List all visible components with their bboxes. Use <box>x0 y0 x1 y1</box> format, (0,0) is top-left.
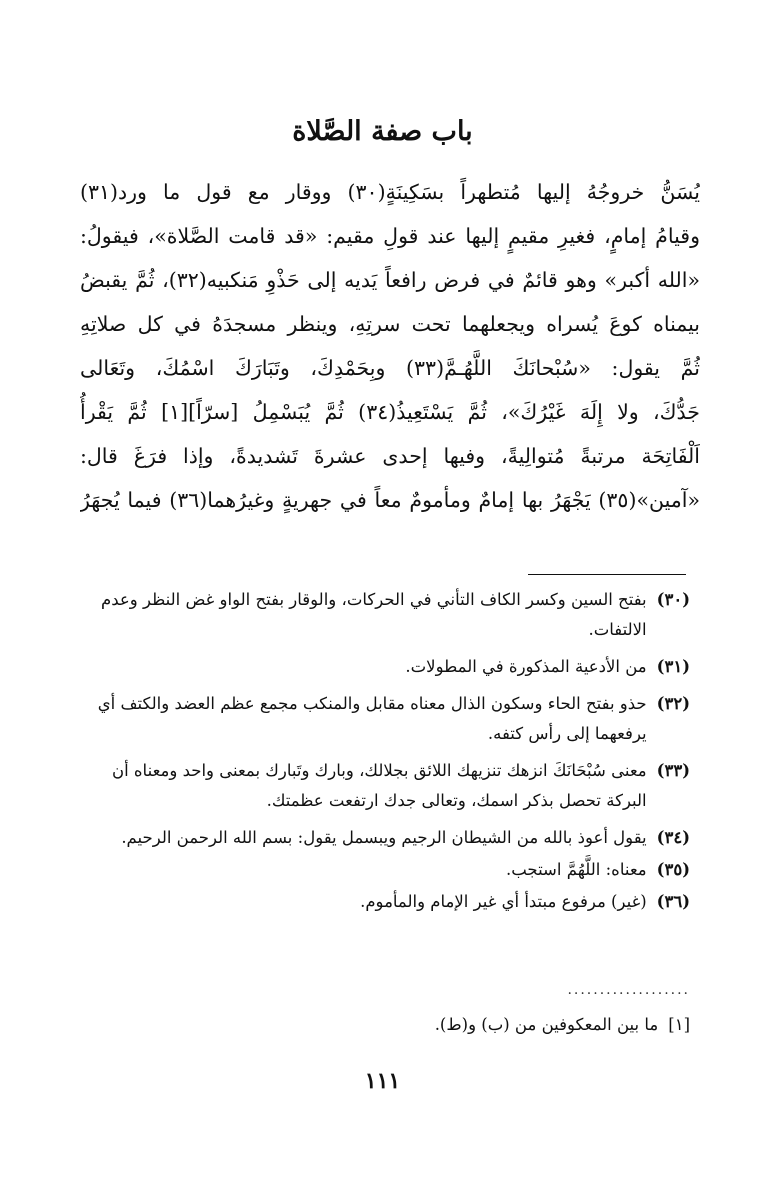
footnotes <box>70 585 690 917</box>
footnote <box>70 689 690 749</box>
footnote <box>70 756 690 816</box>
main-text-line: وقيامُ إمامٍ، فغيرِ مقيمٍ إليها عند قولِ مقيم: «قد قامت الصَّلاة»، فيقولُ: <box>80 224 700 248</box>
main-text-line: جَدُّكَ، ولا إِلَهَ غَيْرُكَ»، ثُمَّ يَسْتَعِيذُ(٣٤) ثُمَّ يُبَسْمِلُ [سرّاً][١] ثُمَّ يَقْرأُ <box>80 400 700 424</box>
footnote <box>70 823 690 853</box>
footnote-number: (٣٤) <box>656 828 690 847</box>
footnote-text: معناه: اللَّهُمَّ استجب. <box>505 860 647 879</box>
footnote-text: يقول أعوذ بالله من الشيطان الرجيم ويبسمل يقول: بسم الله الرحمن الرحيم. <box>121 828 647 847</box>
footnote <box>70 585 690 645</box>
main-text-line: ثُمَّ يقول: «سُبْحانَكَ اللَّهُـمَّ(٣٣) وبِحَمْدِكَ، وتَبَارَكَ اسْمُكَ، وتَعَالى <box>80 356 700 380</box>
page-number: ١١١ <box>364 1068 401 1094</box>
main-text-line: بيمناه كوعَ يُسراه ويجعلهما تحت سرتِهِ، وينظر مسجدَهُ في كل صلاتِهِ <box>80 312 700 336</box>
footnote-number: (٣٥) <box>656 860 690 879</box>
main-text-line: «آمين»(٣٥) يَجْهَرُ بها إمامٌ ومأمومٌ معاً في جهريةٍ وغيرُهما(٣٦) فيما يُجهَرُ <box>80 488 700 512</box>
main-text-line: يُسَنُّ خروجُهُ إليها مُتطهراً بسَكِينَةٍ(٣٠) ووقار مع قول ما ورد(٣١) <box>80 180 700 204</box>
main-text-line: اَلْفَاتِحَة مرتبةً مُتوالِيةً، وفيها إحدى عشرةَ تَشديدةً، وإذا فرَغَ قال: <box>80 444 700 468</box>
footnote-number: (٣٠) <box>656 590 690 609</box>
footnote-number: (٣١) <box>656 657 690 676</box>
footnote-number: (٣٦) <box>656 892 690 911</box>
footnote-text: بفتح السين وكسر الكاف التأني في الحركات، والوقار بفتح الواو غض النظر وعدم الالتفات. <box>101 590 647 639</box>
editor-note-number: [١] <box>668 1015 690 1034</box>
editor-note <box>70 1012 690 1038</box>
footnote-text: معنى سُبْحَانَكَ انزهك تنزيهك اللائق بجلالك، وبارك وتَبارك بمعنى واحد ومعناه أن البركة تحصل بذكر اسمك، وتعالى جدك ارتفعت عظمتك. <box>111 761 647 810</box>
editor-note-text: ما بين المعكوفين من (ب) و(ط). <box>434 1015 659 1034</box>
footnote-separator-rule <box>528 574 686 575</box>
footnote-text: (غير) مرفوع مبتدأ أي غير الإمام والمأموم. <box>360 892 647 911</box>
chapter-title: باب صفة الصَّلاة <box>292 116 473 147</box>
main-text-line: «الله أكبر» وهو قائمٌ في فرض رافعاً يَديه إلى حَذْوِ مَنكبيه(٣٢)، ثُمَّ يقبضُ <box>80 268 700 292</box>
footnote-number: (٣٣) <box>656 761 690 780</box>
footnote <box>70 652 690 682</box>
footnote-text: من الأدعية المذكورة في المطولات. <box>405 657 647 676</box>
footnote <box>70 887 690 917</box>
main-text <box>80 170 700 522</box>
footnote-number: (٣٢) <box>656 694 690 713</box>
footnote <box>70 855 690 885</box>
editor-note-separator: ................... <box>567 982 690 998</box>
footnote-text: حذو بفتح الحاء وسكون الذال معناه مقابل والمنكب مجمع عظم العضد والكتف أي يرفعهما إلى رأس كتفه. <box>97 694 647 743</box>
